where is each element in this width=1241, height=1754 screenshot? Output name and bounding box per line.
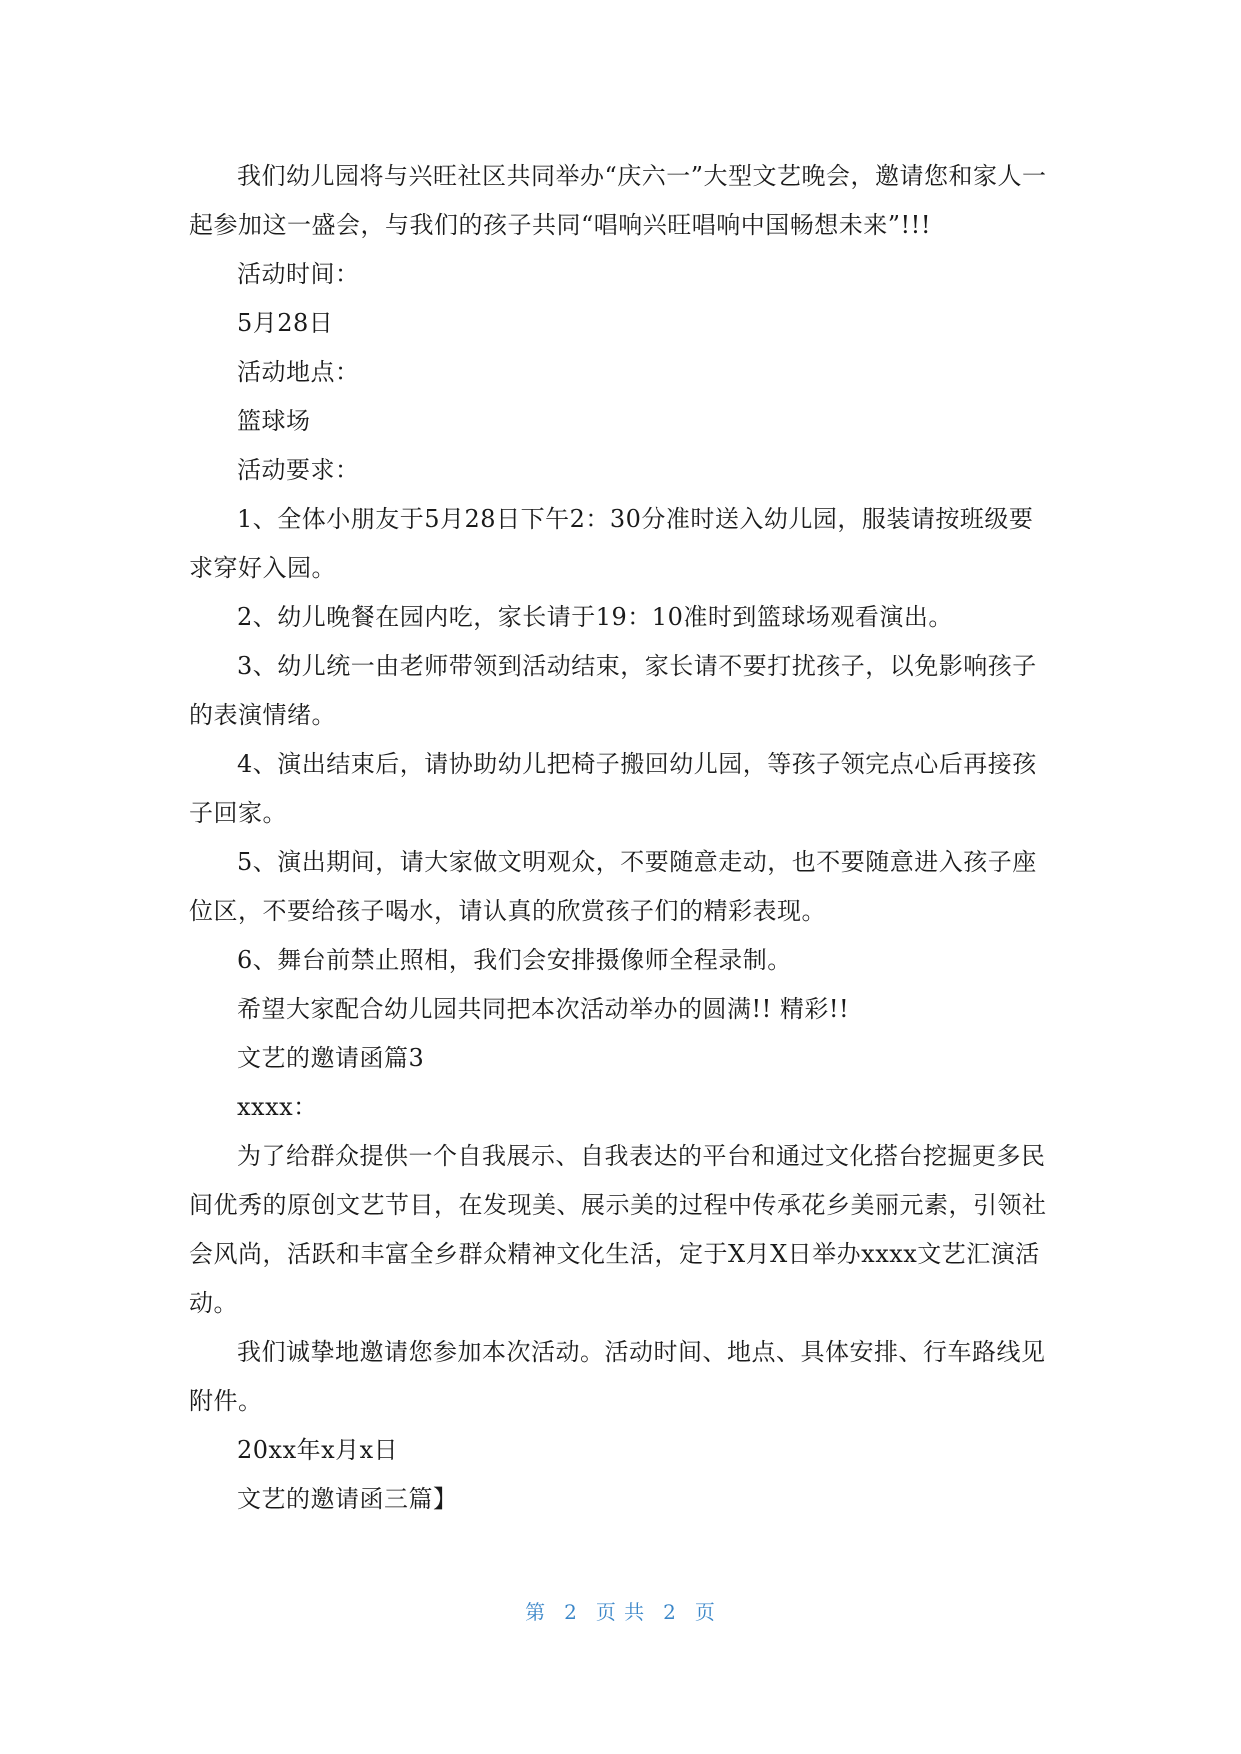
paragraph-location-value: 篮球场 [237,407,311,435]
paragraph-invitation-intro: 我们幼儿园将与兴旺社区共同举办“庆六一”大型文艺晚会，邀请您和家人一起参加这一盛会，与我们的孩子共同“唱响兴旺唱响中国畅想未来”!!! [189,162,1047,239]
footer-middle: 页 共 [595,1600,646,1624]
paragraph-time-label: 活动时间： [237,260,360,288]
paragraph-requirement-2: 2、幼儿晚餐在园内吃，家长请于19：10准时到篮球场观看演出。 [237,603,953,631]
paragraph-requirement-3: 3、幼儿统一由老师带领到活动结束，家长请不要打扰孩子，以免影响孩子的表演情绪。 [189,652,1037,729]
paragraph-salutation: xxxx： [237,1093,318,1121]
footer-suffix: 页 [694,1600,716,1624]
footer-prefix: 第 [525,1600,547,1624]
section-heading-3: 文艺的邀请函篇3 [237,1044,425,1072]
paragraph-title-end: 文艺的邀请函三篇】 [237,1485,458,1513]
page-footer [0,1596,1241,1625]
footer-current-page: 2 [564,1600,578,1624]
paragraph-location-label: 活动地点： [237,358,360,386]
paragraph-requirement-5: 5、演出期间，请大家做文明观众，不要随意走动，也不要随意进入孩子座位区，不要给孩子喝水，请认真的欣赏孩子们的精彩表现。 [189,848,1037,925]
footer-total-pages: 2 [663,1600,677,1624]
paragraph-time-value: 5月28日 [237,309,334,337]
paragraph-requirement-6: 6、舞台前禁止照相，我们会安排摄像师全程录制。 [237,946,792,974]
paragraph-closing-wish: 希望大家配合幼儿园共同把本次活动举办的圆满!! 精彩!! [237,995,850,1023]
paragraph-event-purpose: 为了给群众提供一个自我展示、自我表达的平台和通过文化搭台挖掘更多民间优秀的原创文艺节目，在发现美、展示美的过程中传承花乡美丽元素，引领社会风尚，活跃和丰富全乡群众精神文化生活，定于X月X日举办xxxx文艺汇演活动。 [189,1142,1047,1317]
paragraph-requirement-4: 4、演出结束后，请协助幼儿把椅子搬回幼儿园，等孩子领完点心后再接孩子回家。 [189,750,1037,827]
document-body [189,152,1051,1524]
paragraph-requirement-1: 1、全体小朋友于5月28日下午2：30分准时送入幼儿园，服装请按班级要求穿好入园。 [189,505,1034,582]
paragraph-requirements-label: 活动要求： [237,456,360,484]
paragraph-date: 20xx年x月x日 [237,1436,399,1464]
paragraph-invitation-sincere: 我们诚挚地邀请您参加本次活动。活动时间、地点、具体安排、行车路线见附件。 [189,1338,1046,1415]
